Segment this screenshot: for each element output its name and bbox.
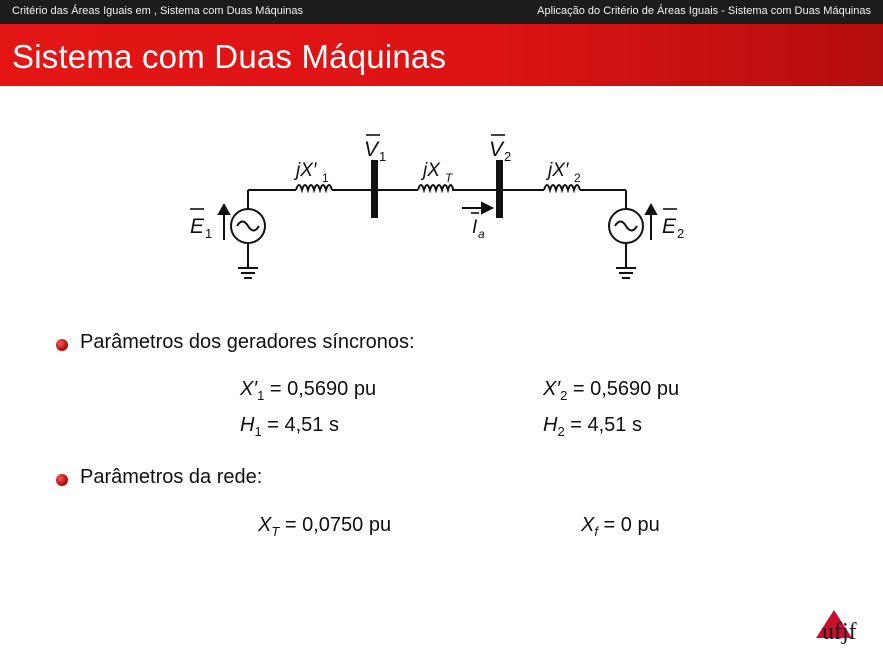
label-v2: V [489,138,504,161]
inductor-x2-icon [544,185,580,190]
eq-h2-sym: H [543,414,558,436]
ground-1-icon [238,268,258,278]
emf-arrow-2-icon [646,205,656,240]
network-heading: Parâmetros da rede: [80,466,263,488]
eq-xf-sub: f [594,524,598,539]
label-jxt: jX [423,160,440,181]
label-v2-sub: 2 [504,149,512,164]
label-ia: I [472,217,478,238]
inductor-xt-icon [418,185,453,190]
label-jxt-sub: T [445,171,453,185]
label-e1-sub: 1 [205,226,213,241]
eq-xf-sym: X [581,514,595,536]
label-e1: E [190,215,205,238]
eq-h2-sub: 2 [557,424,565,439]
eq-x2-sub: 2 [560,388,568,403]
current-arrow-icon [462,203,492,213]
header-right-text: Aplicação do Critério de Áreas Iguais - Sistema com Duas Máquinas [537,5,871,17]
eq-xt [258,514,391,539]
eq-h1-sym: H [240,414,255,436]
label-jx1: jX′ [296,160,317,181]
ground-2-icon [616,268,636,278]
eq-xf-value: = 0 pu [597,514,660,536]
logo-text: ufjf [822,619,857,644]
eq-h1-value: = 4,51 s [261,414,339,436]
eq-xf [581,514,660,539]
ufjf-logo [812,604,872,644]
eq-h1 [240,414,339,439]
inductor-x1-icon [296,185,332,190]
two-machine-circuit-diagram [0,86,883,306]
generator-2-icon [609,209,643,243]
title-banner [0,24,883,86]
bullet-icon [56,339,68,351]
label-v1: V [364,138,379,161]
label-jx2: jX′ [548,160,569,181]
eq-x1-sym: X′ [240,378,258,400]
label-v1-sub: 1 [379,149,387,164]
bus-2-icon [496,160,503,218]
slide-title: Sistema com Duas Máquinas [12,38,447,75]
eq-xt-sym: X [258,514,272,536]
label-e2: E [662,215,677,238]
eq-xt-sub: T [271,524,280,539]
eq-xt-value: = 0,0750 pu [279,514,392,536]
eq-x2-sym: X′ [543,378,561,400]
eq-x2 [543,378,679,403]
eq-h1-sub: 1 [254,424,262,439]
bullet-icon [56,474,68,486]
eq-x1-sub: 1 [257,388,265,403]
eq-x1-value: = 0,5690 pu [264,378,377,400]
eq-x1 [240,378,376,403]
label-jx1-sub: 1 [322,171,329,185]
eq-h2-value: = 4,51 s [564,414,642,436]
label-e2-sub: 2 [677,226,685,241]
eq-x2-value: = 0,5690 pu [567,378,680,400]
label-ia-sub: a [478,227,485,241]
generators-heading: Parâmetros dos geradores síncronos: [80,331,415,353]
emf-arrow-1-icon [219,205,229,240]
generator-1-icon [231,209,265,243]
label-jx2-sub: 2 [574,171,581,185]
header-left-text: Critério das Áreas Iguais em , Sistema com Duas Máquinas [12,5,304,17]
top-bar [0,0,883,24]
bus-1-icon [371,160,378,218]
eq-h2 [543,414,642,439]
